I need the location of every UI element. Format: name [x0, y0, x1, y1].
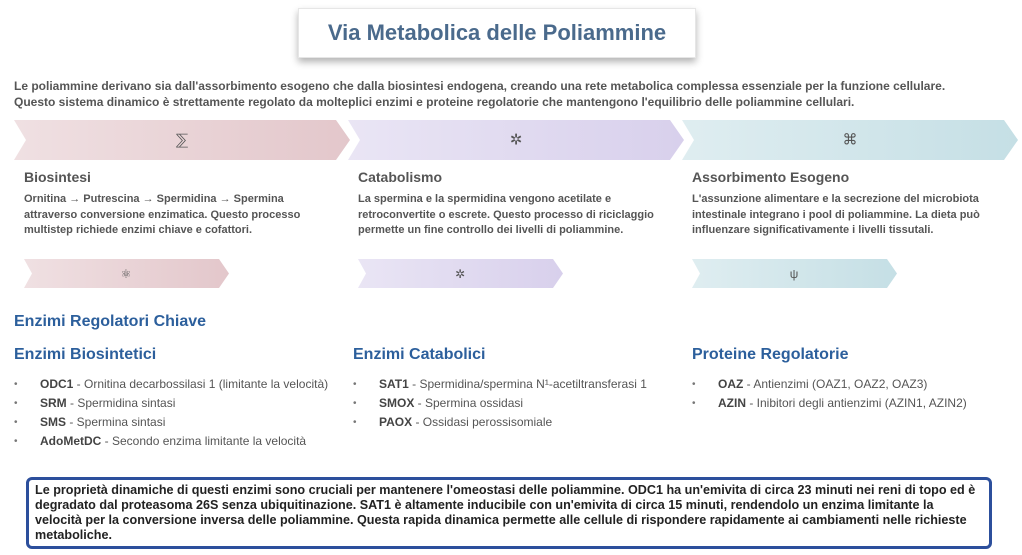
enzyme-name: SMS [40, 415, 67, 429]
enzyme-desc: - Spermidina/spermina N¹-acetiltransferasi 1 [408, 377, 647, 391]
catabolismo-arrow [348, 120, 684, 160]
enzyme-desc: - Inibitori degli antienzimi (AZIN1, AZIN2) [746, 396, 967, 410]
page-title: Via Metabolica delle Poliammine [327, 20, 667, 45]
enzyme-name: SAT1 [379, 377, 409, 391]
enzyme-desc: - Ornitina decarbossilasi 1 (limitante la velocità) [73, 377, 329, 391]
note-box: Le proprietà dinamiche di questi enzimi sono cruciali per mantenere l'omeostasi delle poliammine. ODC1 ha un'emivita di circa 23 minuti nei reni di topo ed è degradato dal proteasoma 26S senza ubiquitinazione. SAT1 è altamente inducibile con un'emivita di circa 15 minuti, rendendolo un enzima limitante la velocità per la conversione inversa delle poliammine. Questa rapida dinamica permette alle cellule di rispondere rapidamente ai cambiamenti nelle richieste metaboliche. [26, 477, 992, 549]
list-item [14, 394, 328, 413]
list-item [353, 413, 647, 432]
catabolismo-small-arrow [358, 259, 563, 288]
enzyme-name: AdoMetDC [40, 434, 102, 448]
list-item [692, 394, 967, 413]
apple-icon: ⌘ [842, 131, 858, 149]
catabolismo-text: La spermina e la spermidina vengono acetilate e retroconvertite o escrete. Questo processo di riciclaggio permette un fine controllo dei livelli di poliammine. [358, 193, 654, 236]
list-item [14, 375, 328, 394]
list-item [14, 413, 328, 432]
catabolismo-heading: Catabolismo [358, 169, 443, 185]
biosintesi-arrow [14, 120, 350, 160]
enzyme-desc: - Spermina ossidasi [414, 396, 524, 410]
list-item [14, 432, 328, 451]
section-title: Enzimi Regolatori Chiave [14, 313, 207, 330]
dna-icon: ⅀ [175, 131, 189, 149]
enzyme-desc: - Antienzimi (OAZ1, OAZ2, OAZ3) [743, 377, 928, 391]
atom-icon: ⚛ [120, 266, 132, 281]
assorbimento-heading: Assorbimento Esogeno [692, 169, 850, 185]
biosintesi-text: Ornitina → Putrescina → Spermidina → Spermina attraverso conversione enzimatica. Questo processo multistep richiede enzimi chiave e cofattori. [24, 193, 301, 236]
list-item [353, 394, 647, 413]
list-catabolici [353, 375, 647, 432]
enzyme-name: SRM [40, 396, 67, 410]
list-item [692, 375, 967, 394]
bacteria-small-icon: ✲ [454, 266, 466, 281]
biosintesi-heading: Biosintesi [24, 169, 91, 185]
intro [14, 78, 1014, 110]
group-heading-regolatorie: Proteine Regolatorie [692, 346, 849, 363]
group-heading-biosintetici: Enzimi Biosintetici [14, 346, 157, 363]
list-biosintetici [14, 375, 328, 451]
utensils-icon: ψ [789, 266, 799, 281]
assorbimento-arrow [682, 120, 1018, 160]
enzyme-name: AZIN [718, 396, 746, 410]
bacteria-icon: ✲ [509, 131, 523, 149]
enzyme-name: PAOX [379, 415, 413, 429]
title-box [298, 8, 696, 58]
intro-line-1: Le poliammine derivano sia dall'assorbimento esogeno che dalla biosintesi endogena, creando una rete metabolica complessa essenziale per la funzione cellulare. [14, 79, 946, 93]
enzyme-desc: - Spermidina sintasi [66, 396, 176, 410]
enzyme-desc: - Spermina sintasi [66, 415, 166, 429]
enzyme-name: SMOX [379, 396, 415, 410]
enzyme-name: OAZ [718, 377, 744, 391]
list-regolatorie [692, 375, 967, 413]
assorbimento-small-arrow [692, 259, 897, 288]
intro-line-2: Questo sistema dinamico è strettamente regolato da molteplici enzimi e proteine regolatorie che mantengono l'equilibrio delle poliammine cellulari. [14, 95, 855, 109]
enzyme-name: ODC1 [40, 377, 74, 391]
biosintesi-small-arrow [24, 259, 229, 288]
group-heading-catabolici: Enzimi Catabolici [353, 346, 486, 363]
assorbimento-text: L'assunzione alimentare e la secrezione del microbiota intestinale integrano i pool di poliammine. La dieta può influenzare significativamente i livelli tissutali. [692, 193, 980, 236]
enzyme-desc: - Ossidasi perossisomiale [412, 415, 553, 429]
enzyme-desc: - Secondo enzima limitante la velocità [101, 434, 307, 448]
list-item [353, 375, 647, 394]
